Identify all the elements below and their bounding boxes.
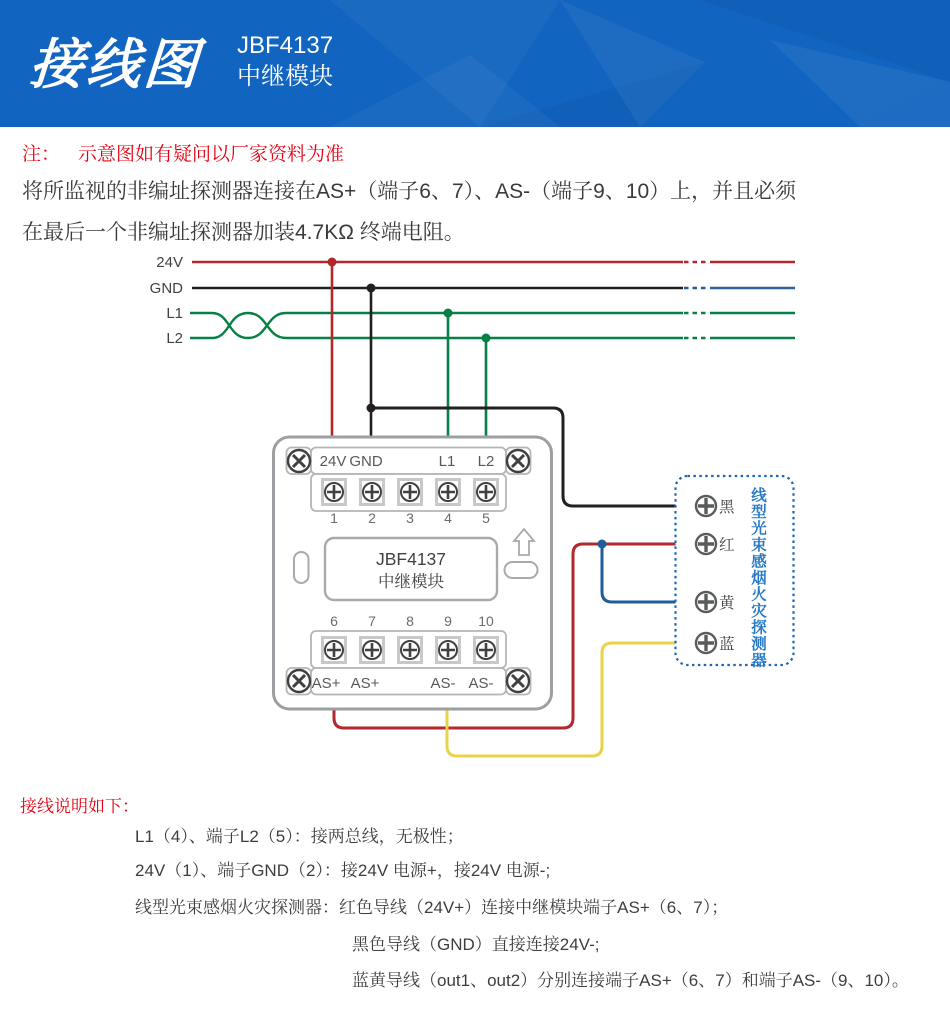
module-name: 中继模块 xyxy=(378,573,444,591)
junction-dot-24v xyxy=(328,258,337,267)
terminal-label-l2: L2 xyxy=(477,453,495,470)
terminal-number: 3 xyxy=(406,510,414,526)
terminal-label-l1: L1 xyxy=(438,453,456,470)
terminal-number: 2 xyxy=(368,510,376,526)
junction-dot-l2 xyxy=(482,334,491,343)
relay-module xyxy=(274,437,552,709)
junction-dot-blue xyxy=(598,540,607,549)
terminal-number: 1 xyxy=(330,510,338,526)
terminal-label-gnd: GND xyxy=(349,453,383,470)
note-text: 示意图如有疑问以厂家资料为准 xyxy=(78,144,345,165)
terminal-label-24v: 24V xyxy=(319,453,347,470)
terminal-number: 6 xyxy=(330,613,338,629)
bus-line-l1 xyxy=(190,313,683,338)
header-subtitle xyxy=(237,30,333,92)
page-title: 接线图 xyxy=(27,35,203,95)
wiring-diagram xyxy=(0,250,950,780)
bus-label-gnd: GND xyxy=(149,280,183,297)
mounting-slot-right xyxy=(505,562,538,578)
instruction-line: L1（4）、端子L2（5）：接两总线，无极性； xyxy=(135,827,464,846)
product-name: 中继模块 xyxy=(237,63,333,90)
terminal-label-as-plus: AS+ xyxy=(350,675,380,692)
model-number: JBF4137 xyxy=(237,32,334,59)
note-line xyxy=(22,139,344,166)
bus-label-l1: L1 xyxy=(166,305,183,322)
instruction-line: 蓝黄导线（out1、out2）分别连接端子AS+（6、7）和端子AS-（9、10）。 xyxy=(352,971,909,990)
description-line-2: 在最后一个非编址探测器加装4.7KΩ 终端电阻。 xyxy=(22,221,465,244)
header-banner xyxy=(0,0,950,127)
terminal-number: 5 xyxy=(482,510,490,526)
instructions-heading: 接线说明如下： xyxy=(20,797,139,816)
instruction-line: 黑色导线（GND）直接连接24V-; xyxy=(352,935,600,954)
module-model: JBF4137 xyxy=(375,549,447,569)
detector-terminal-label-blue: 蓝 xyxy=(719,636,735,653)
terminal-number: 10 xyxy=(478,613,494,629)
beam-detector xyxy=(676,476,794,669)
junction-dot-gnd-branch xyxy=(367,404,376,413)
detector-terminal-label-yellow: 黄 xyxy=(719,595,735,612)
terminal-number: 4 xyxy=(444,510,452,526)
instruction-line: 24V（1）、端子GND（2）：接24V 电源+，接24V 电源-; xyxy=(135,861,551,880)
bus-label-l2: L2 xyxy=(166,330,183,347)
bus-label-24v: 24V xyxy=(156,254,183,271)
terminal-label-as-plus: AS+ xyxy=(311,675,341,692)
terminal-number: 8 xyxy=(406,613,414,629)
instruction-line: 线型光束感烟火灾探测器：红色导线（24V+）连接中继模块端子AS+（6、7）； xyxy=(135,898,729,917)
note-label: 注： xyxy=(22,144,61,165)
detector-terminal-label-black: 黑 xyxy=(719,499,735,516)
mounting-slot-left xyxy=(294,552,309,583)
junction-dot-l1 xyxy=(444,309,453,318)
junction-dot-gnd xyxy=(367,284,376,293)
terminal-number: 7 xyxy=(368,613,376,629)
detector-terminal-label-red: 红 xyxy=(719,537,735,554)
terminal-number: 9 xyxy=(444,613,452,629)
terminal-label-as-minus: AS- xyxy=(468,675,494,692)
bus-line-l2 xyxy=(190,313,683,338)
detector-name: 线型光束感烟火灾探测器 xyxy=(749,487,766,669)
description-line-1: 将所监视的非编址探测器连接在AS+（端子6、7）、AS-（端子9、10）上，并且必须 xyxy=(22,180,797,203)
terminal-label-as-minus: AS- xyxy=(430,675,456,692)
